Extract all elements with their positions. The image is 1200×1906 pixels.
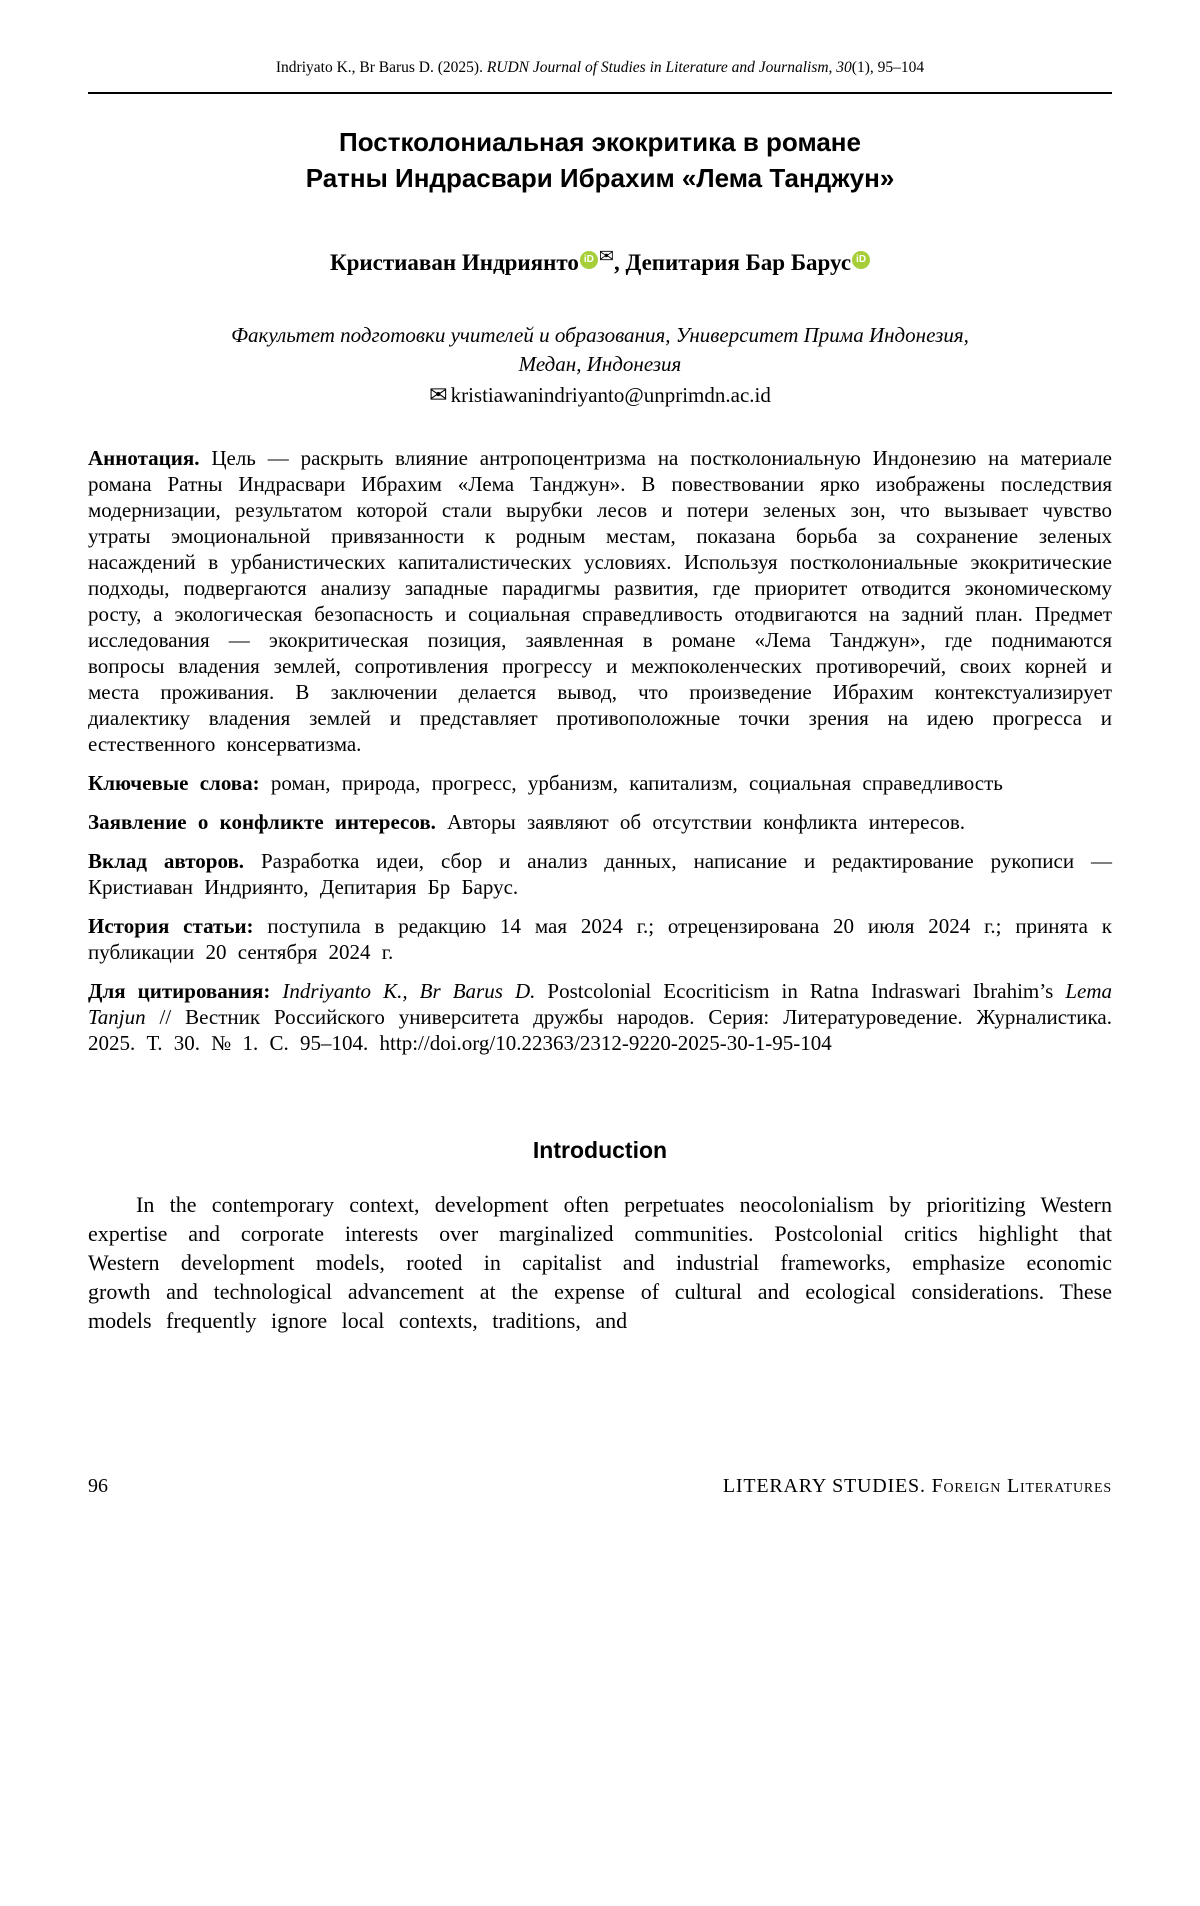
keywords-text: роман, природа, прогресс, урбанизм, капитализм, социальная справедливость (259, 771, 1003, 795)
footer-journal-title (723, 1475, 1112, 1498)
citation-paragraph (88, 978, 1112, 1056)
orcid-icon[interactable]: iD (580, 251, 598, 269)
footer-journal-subsection: Foreign Literatures (931, 1475, 1112, 1497)
citation-label: Для цитирования: (88, 979, 271, 1003)
citation-authors: Indriyanto K., Br Barus D. (270, 979, 536, 1003)
abstract-label: Аннотация. (88, 446, 200, 470)
affiliation-line1: Факультет подготовки учителей и образования, Университет Прима Индонезия, (231, 323, 969, 347)
affiliation (88, 321, 1112, 409)
header-rule (88, 92, 1112, 94)
intro-paragraph: In the contemporary context, development often perpetuates neocolonialism by prioritizing Western expertise and corporate interests over marginalized communities. Postcolonial critics highlight that Western development models, rooted in capitalist and industrial frameworks, emphasize economic growth and technological advancement at the expense of cultural and ecological considerations. These models frequently ignore local contexts, traditions, and (88, 1192, 1112, 1333)
article-title-line2: Ратны Индрасвари Ибрахим «Лема Танджун» (305, 163, 895, 193)
conflict-label: Заявление о конфликте интересов. (88, 810, 436, 834)
history-paragraph (88, 913, 1112, 965)
author-2-name: Депитария Бар Барус (625, 250, 852, 275)
doi-link[interactable]: http://doi.org/10.22363/2312-9220-2025-30-1-95-104 (379, 1031, 832, 1055)
section-heading-introduction: Introduction (532, 1137, 668, 1163)
abstract-paragraph (88, 445, 1112, 757)
email-icon[interactable]: ✉ (598, 246, 614, 266)
conflict-text: Авторы заявляют об отсутствии конфликта интересов. (435, 810, 966, 834)
page-number: 96 (88, 1475, 108, 1497)
authors-line (88, 242, 1112, 277)
running-head-issue: (1), 95–104 (851, 59, 925, 76)
keywords-paragraph (88, 770, 1112, 796)
citation-text-2: // Вестник Российского университета дружбы народов. Серия: Литературоведение. Журналистика. 2025. Т. 30. № 1. С. 95–104. (88, 1005, 1112, 1055)
citation-text-1: Postcolonial Ecocriticism in Ratna Indraswari Ibrahim’s (535, 979, 1066, 1003)
article-title-line1: Постколониальная экокритика в романе (339, 127, 861, 157)
affiliation-line2: Медан, Индонезия (518, 352, 682, 376)
running-head-authors: Indriyato K., Br Barus D. (2025). (275, 59, 487, 76)
article-title (88, 124, 1112, 196)
running-head-journal: RUDN Journal of Studies in Literature and Journalism, 30 (486, 59, 852, 76)
keywords-label: Ключевые слова: (88, 771, 260, 795)
page-footer (88, 1475, 1112, 1498)
abstract-text: Цель — раскрыть влияние антропоцентризма на постколониальную Индонезию на материале романа Ратны Индрасвари Ибрахим «Лема Танджун». В повествовании ярко изображены последствия модернизации, результатом которой стали вырубки лесов и потери зеленых зон, что вызывает чувство утраты эмоциональной привязанности к родным местам, показана борьба за сохранение зеленых насаждений в урбанистических капиталистических условиях. Используя постколониальные экокритические подходы, подвергаются анализу западные парадигмы развития, где приоритет отводится экономическому росту, а экологическая безопасность и социальная справедливость отодвигаются на задний план. Предмет исследования — экокритическая позиция, заявленная в романе «Лема Танджун», где поднимаются вопросы владения землей, сопротивления прогрессу и межпоколенческих противоречий, своих корней и места проживания. В заключении делается вывод, что произведение Ибрахим контекстуализирует диалектику владения землей и представляет противоположные точки зрения на идею прогресса и естественного консерватизма. (88, 446, 1112, 756)
history-text: поступила в редакцию 14 мая 2024 г.; отрецензирована 20 июля 2024 г.; принята к публикации 20 сентября 2024 г. (88, 914, 1112, 964)
citation-novel-title: Lema Tanjun (88, 979, 1113, 1029)
authors-separator: , (613, 250, 626, 275)
email-address[interactable]: kristiawanindriyanto@unprimdn.ac.id (450, 383, 771, 407)
contribution-text: Разработка идеи, сбор и анализ данных, написание и редактирование рукописи — Кристиаван Индриянто, Депитария Бр Барус. (88, 849, 1112, 899)
author-1-name: Кристиаван Индриянто (329, 250, 579, 275)
history-label: История статьи: (88, 914, 254, 938)
email-line (88, 381, 1112, 409)
envelope-icon: ✉ (429, 382, 448, 407)
orcid-icon[interactable]: iD (852, 251, 870, 269)
contribution-paragraph (88, 848, 1112, 900)
running-head (88, 58, 1112, 77)
conflict-paragraph (88, 809, 1112, 835)
contribution-label: Вклад авторов. (88, 849, 245, 873)
footer-journal-section: LITERARY STUDIES. (722, 1475, 932, 1497)
